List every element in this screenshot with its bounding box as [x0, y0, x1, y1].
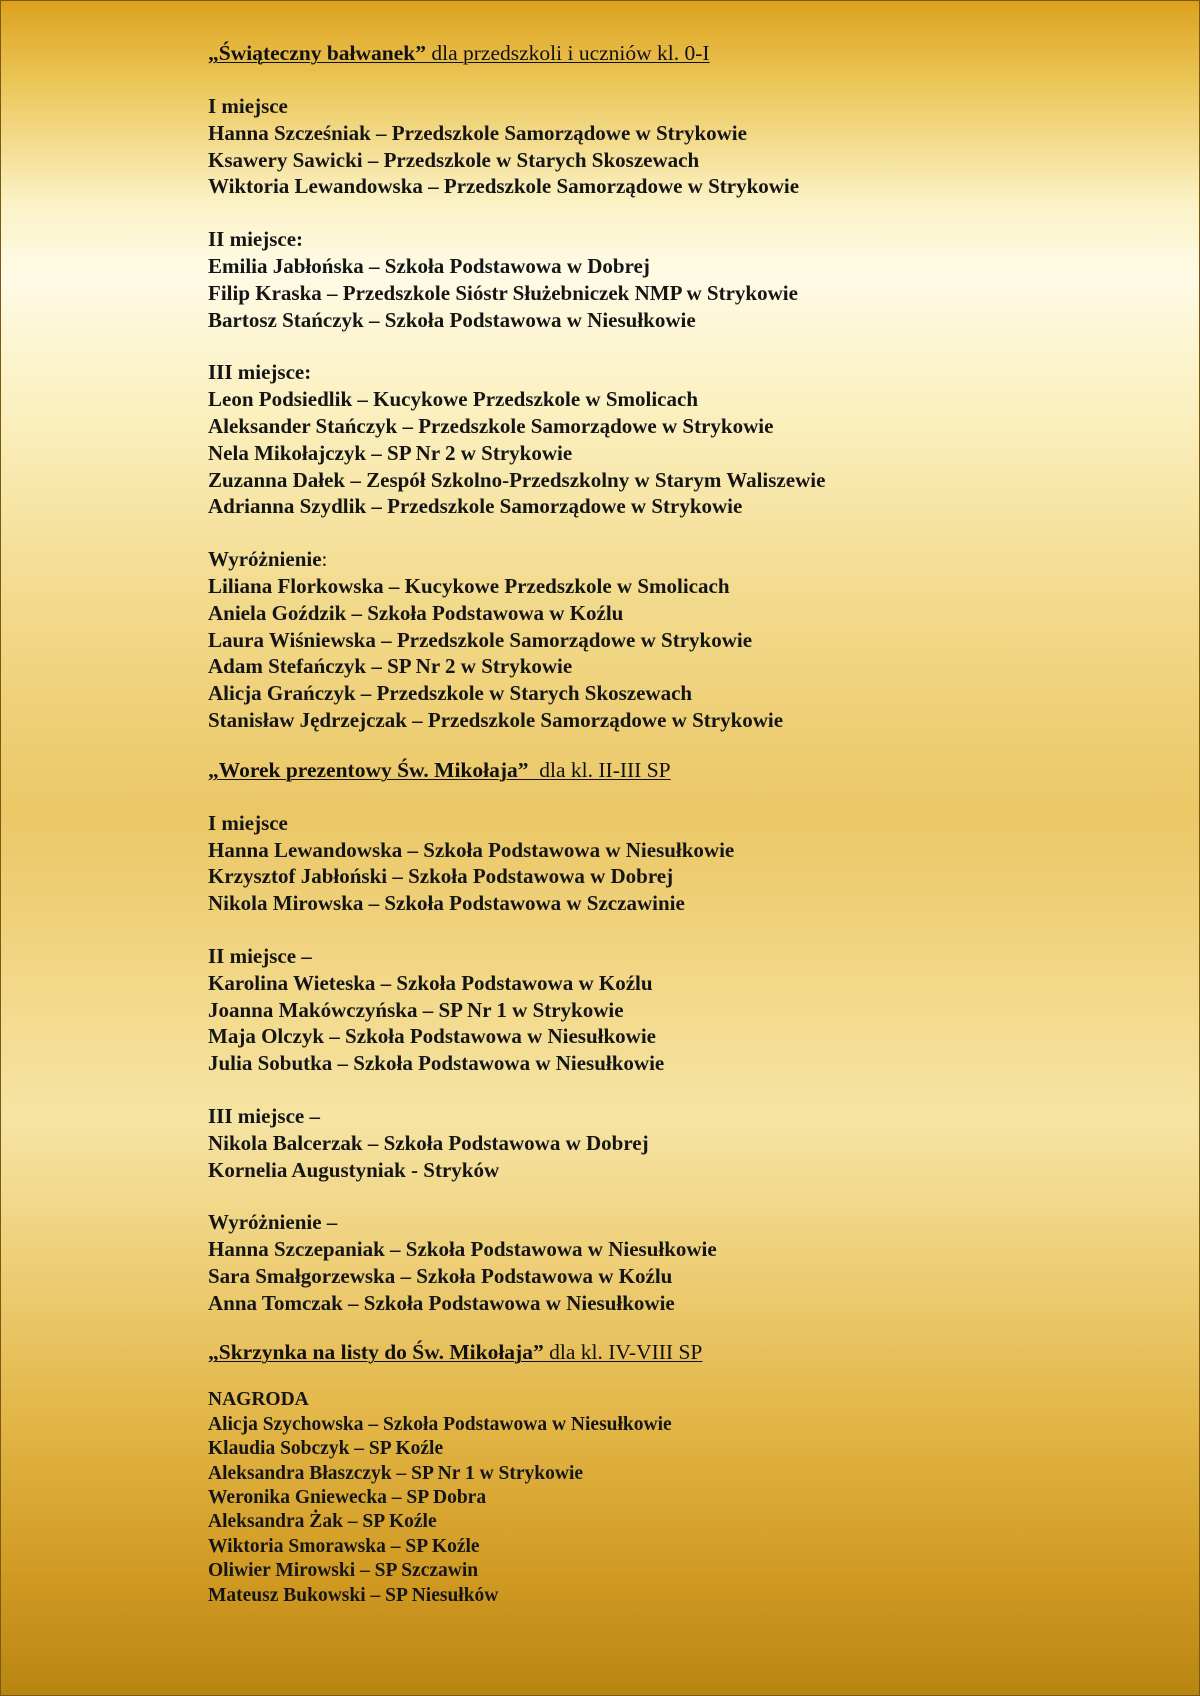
winner-entry: Klaudia Sobczyk – SP Koźle — [208, 1438, 444, 1460]
award-heading-label: I miejsce — [208, 94, 288, 118]
winner-entry: Alicja Grańczyk – Przedszkole w Starych Skoszewach — [208, 681, 693, 706]
award-heading — [208, 943, 1159, 970]
winner-entry: Liliana Florkowska – Kucykowe Przedszkole w Smolicach — [208, 573, 730, 598]
contest-audience: dla przedszkoli i uczniów kl. 0-I — [426, 41, 710, 65]
award-heading — [208, 226, 1159, 253]
winner-entry: Sara Smałgorzewska – Szkoła Podstawowa w Koźlu — [208, 1263, 673, 1288]
section-spacer — [208, 1316, 1159, 1338]
winner-entry: Filip Kraska – Przedszkole Sióstr Służebniczek NMP w Strykowie — [208, 280, 798, 305]
winner-entry: Aniela Goździk – Szkoła Podstawowa w Koźlu — [208, 600, 624, 625]
winner-entry: Aleksandra Błaszczyk – SP Nr 1 w Strykowie — [208, 1462, 584, 1484]
results-list — [208, 39, 1159, 1608]
winner-entry: Mateusz Bukowski – SP Niesułków — [208, 1584, 499, 1606]
contest-section — [208, 39, 1159, 756]
award-group — [208, 359, 1159, 520]
winner-entry: Leon Podsiedlik – Kucykowe Przedszkole w Smolicach — [208, 387, 698, 412]
award-heading-label: III miejsce: — [208, 360, 312, 385]
award-group — [208, 810, 1159, 917]
winner-entry: Zuzanna Dałek – Zespół Szkolno-Przedszkolny w Starym Waliszewie — [208, 467, 826, 492]
section-spacer — [208, 734, 1159, 756]
contest-section — [208, 756, 1159, 1339]
winner-entry: Hanna Szcześniak – Przedszkole Samorządowe w Strykowie — [208, 120, 747, 145]
winner-entry: Stanisław Jędrzejczak – Przedszkole Samorządowe w Strykowie — [208, 707, 784, 732]
award-group — [208, 226, 1159, 333]
award-heading — [208, 1388, 1159, 1412]
winner-entry: Wiktoria Smorawska – SP Koźle — [208, 1535, 480, 1557]
winner-entry: Nela Mikołajczyk – SP Nr 2 w Strykowie — [208, 440, 573, 465]
contest-title — [208, 1338, 1159, 1366]
award-heading-label: II miejsce: — [208, 227, 304, 252]
winner-entry: Maja Olczyk – Szkoła Podstawowa w Niesułkowie — [208, 1024, 656, 1049]
award-group — [208, 943, 1159, 1077]
winner-entry: Adrianna Szydlik – Przedszkole Samorządowe w Strykowie — [208, 494, 743, 519]
award-heading — [208, 810, 1159, 837]
contest-title-underlined — [208, 1340, 702, 1364]
award-heading — [208, 546, 1159, 573]
winner-entry: Bartosz Stańczyk – Szkoła Podstawowa w Niesułkowie — [208, 307, 696, 332]
winner-entry: Alicja Szychowska – Szkoła Podstawowa w Niesułkowie — [208, 1413, 672, 1435]
winner-entry: Weronika Gniewecka – SP Dobra — [208, 1487, 487, 1509]
award-heading — [208, 93, 1159, 120]
contest-audience: dla kl. II-III SP — [528, 757, 671, 782]
award-group — [208, 1209, 1159, 1316]
winner-entry: Nikola Balcerzak – Szkoła Podstawowa w Dobrej — [208, 1130, 649, 1155]
contest-name: „Worek prezentowy Św. Mikołaja” — [208, 757, 529, 782]
winner-entry: Wiktoria Lewandowska – Przedszkole Samorządowe w Strykowie — [208, 174, 800, 199]
winner-entry: Hanna Szczepaniak – Szkoła Podstawowa w Niesułkowie — [208, 1237, 717, 1262]
contest-section — [208, 1338, 1159, 1608]
contest-title-underlined — [208, 41, 710, 65]
winner-entry: Karolina Wieteska – Szkoła Podstawowa w Koźlu — [208, 970, 653, 995]
award-group — [208, 1388, 1159, 1608]
winner-entry: Laura Wiśniewska – Przedszkole Samorządowe w Strykowie — [208, 627, 753, 652]
contest-audience: dla kl. IV-VIII SP — [543, 1340, 703, 1365]
award-heading-label: Wyróżnienie — [208, 547, 322, 572]
award-heading-label: I miejsce — [208, 810, 288, 835]
winner-entry: Julia Sobutka – Szkoła Podstawowa w Niesułkowie — [208, 1051, 665, 1076]
winner-entry: Emilia Jabłońska – Szkoła Podstawowa w Dobrej — [208, 253, 650, 278]
award-heading-label: III miejsce – — [208, 1103, 320, 1128]
award-heading — [208, 1103, 1159, 1130]
winner-entry: Oliwier Mirowski – SP Szczawin — [208, 1560, 479, 1582]
award-heading-label: II miejsce – — [208, 943, 312, 968]
award-heading-label: Wyróżnienie – — [208, 1210, 338, 1235]
award-heading — [208, 359, 1159, 386]
winner-entry: Joanna Makówczyńska – SP Nr 1 w Strykowie — [208, 997, 624, 1022]
award-heading-suffix: : — [321, 547, 328, 572]
winner-entry: Kornelia Augustyniak - Stryków — [208, 1157, 500, 1182]
winner-entry: Aleksander Stańczyk – Przedszkole Samorządowe w Strykowie — [208, 413, 774, 438]
award-group — [208, 93, 1159, 200]
contest-title — [208, 39, 1159, 67]
winner-entry: Aleksandra Żak – SP Koźle — [208, 1511, 437, 1533]
award-group — [208, 1103, 1159, 1183]
award-group — [208, 546, 1159, 734]
contest-title-underlined — [208, 758, 671, 782]
winner-entry: Nikola Mirowska – Szkoła Podstawowa w Szczawinie — [208, 891, 685, 916]
winner-entry: Adam Stefańczyk – SP Nr 2 w Strykowie — [208, 654, 573, 679]
contest-name: „Skrzynka na listy do Św. Mikołaja” — [208, 1340, 544, 1365]
winner-entry: Hanna Lewandowska – Szkoła Podstawowa w Niesułkowie — [208, 837, 735, 862]
award-heading — [208, 1209, 1159, 1236]
winner-entry: Krzysztof Jabłoński – Szkoła Podstawowa w Dobrej — [208, 864, 674, 889]
award-heading-label: NAGRODA — [208, 1389, 309, 1411]
winner-entry: Ksawery Sawicki – Przedszkole w Starych Skoszewach — [208, 147, 700, 172]
contest-name: „Świąteczny bałwanek” — [208, 41, 426, 65]
contest-title — [208, 756, 1159, 784]
winner-entry: Anna Tomczak – Szkoła Podstawowa w Niesułkowie — [208, 1290, 675, 1315]
